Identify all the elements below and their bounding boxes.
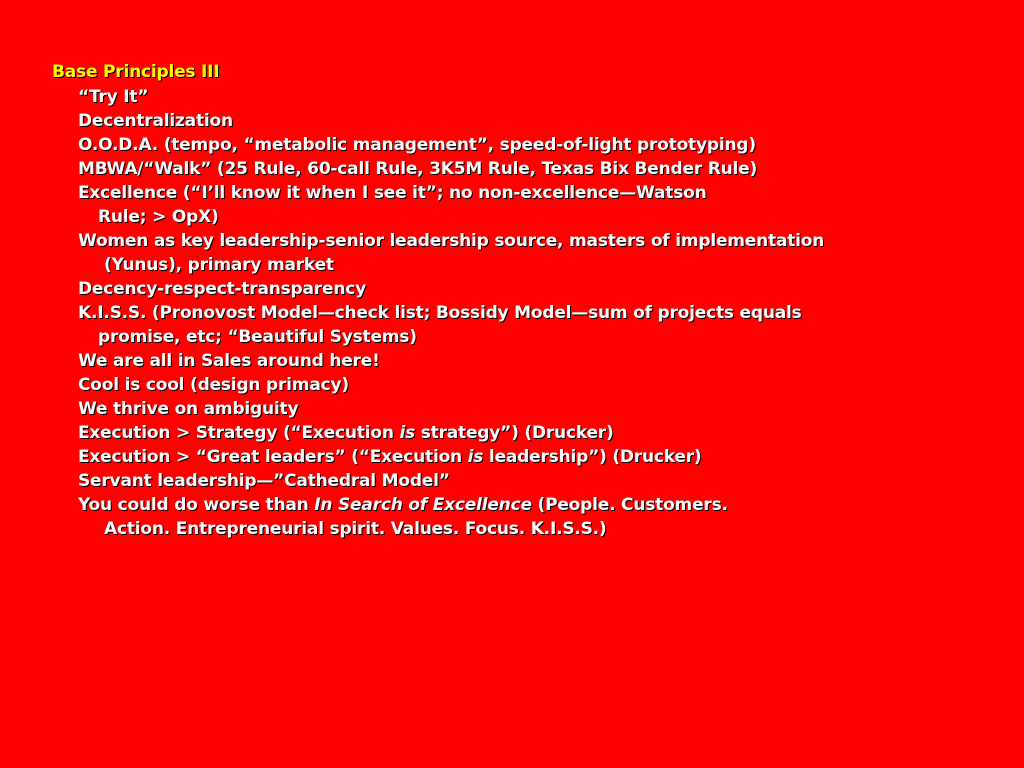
text-segment: (People. Customers. (531, 495, 728, 515)
text-segment: Execution > Strategy (“Execution (78, 423, 400, 443)
list-item (78, 493, 1008, 517)
list-item-continuation: promise, etc; “Beautiful Systems) (98, 327, 417, 347)
italic-text-segment: is (399, 423, 415, 443)
text-segment: leadership”) (Drucker) (483, 447, 702, 467)
list-item: We thrive on ambiguity (78, 399, 299, 419)
list-item-continuation: Rule; > OpX) (98, 207, 219, 227)
list-item: Servant leadership—”Cathedral Model” (78, 471, 450, 491)
text-segment: strategy”) (Drucker) (415, 423, 614, 443)
list-item-continuation: Action. Entrepreneurial spirit. Values. Focus. K.I.S.S.) (104, 519, 607, 539)
list-item: Excellence (“I’ll know it when I see it”; no non-excellence—Watson (78, 183, 707, 203)
list-item-continuation: (Yunus), primary market (104, 255, 334, 275)
list-item: K.I.S.S. (Pronovost Model—check list; Bossidy Model—sum of projects equals (78, 303, 802, 323)
italic-text-segment: is (467, 447, 484, 467)
list-item: O.O.D.A. (tempo, “metabolic management”, speed-of-light prototyping) (78, 135, 756, 155)
list-item: We are all in Sales around here! (78, 351, 380, 371)
list-item (78, 445, 1008, 469)
principles-list (78, 85, 1008, 541)
list-item: Decency-respect-transparency (78, 279, 366, 299)
text-segment: You could do worse than (78, 495, 315, 515)
list-item: Women as key leadership-senior leadership source, masters of implementation (78, 231, 825, 251)
slide-title: Base Principles III (52, 62, 220, 82)
list-item: MBWA/“Walk” (25 Rule, 60-call Rule, 3K5M Rule, Texas Bix Bender Rule) (78, 159, 758, 179)
list-item: Decentralization (78, 111, 233, 131)
list-item: Cool is cool (design primacy) (78, 375, 349, 395)
italic-text-segment: In Search of Excellence (314, 495, 532, 515)
list-item (78, 421, 1008, 445)
list-item: “Try It” (78, 87, 149, 107)
text-segment: Execution > “Great leaders” (“Execution (78, 447, 468, 467)
